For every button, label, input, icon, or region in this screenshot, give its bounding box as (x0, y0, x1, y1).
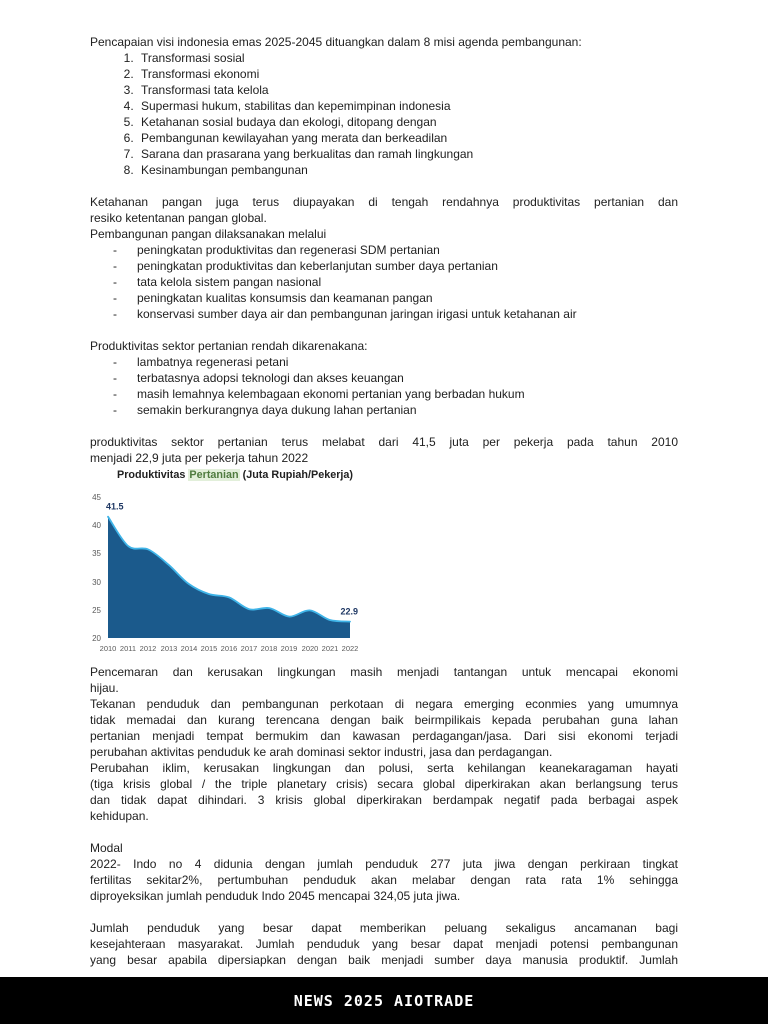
x-tick: 2018 (260, 644, 278, 653)
x-tick: 2014 (180, 644, 198, 653)
x-tick: 2016 (220, 644, 238, 653)
penyebab-item: - masih lemahnya kelembagaan ekonomi pertanian yang berbadan hukum (137, 386, 678, 402)
x-tick: 2010 (99, 644, 117, 653)
paragraph-melabat: produktivitas sektor pertanian terus melabat dari 41,5 juta per pekerja pada tahun 2010 menjadi 22,9 juta per pekerja tahun 2022 (90, 435, 678, 465)
chart-last-value-label: 22.9 (340, 606, 358, 617)
paragraph-pembangunan-pangan: Pembangunan pangan dilaksanakan melalui (90, 227, 327, 241)
paragraph-perubahan-iklim: Perubahan iklim, kerusakan lingkungan dan polusi, serta kehilangan keanekaragaman hayati (tiga krisis global / the triple planetary crisis) secara global diperkirakan akan berlangsung terus dan tidak dapat dihindari. 3 krisis global diperkirakan berdampak negatif pada berbagai aspek kehidupan. (90, 761, 678, 823)
x-tick: 2022 (341, 644, 359, 653)
misi-item: 2. Transformasi ekonomi (137, 66, 678, 82)
y-tick: 40 (92, 521, 101, 530)
x-tick: 2020 (301, 644, 319, 653)
x-tick: 2011 (119, 644, 137, 653)
paragraph-pencemaran: Pencemaran dan kerusakan lingkungan masih menjadi tantangan untuk mencapai ekonomi hijau. (90, 665, 678, 695)
misi-item: 1. Transformasi sosial (137, 50, 678, 66)
misi-item: 6. Pembangunan kewilayahan yang merata dan berkeadilan (137, 130, 678, 146)
x-tick: 2017 (240, 644, 258, 653)
penyebab-item: - lambatnya regenerasi petani (137, 354, 678, 370)
x-axis-ticks (100, 644, 359, 653)
chart-title-highlight: Pertanian (189, 469, 239, 481)
pangan-item: - peningkatan produktivitas dan regenerasi SDM pertanian (137, 242, 678, 258)
footer-bar (0, 977, 768, 1024)
y-tick: 30 (92, 578, 101, 587)
misi-item: 4. Supermasi hukum, stabilitas dan kepemimpinan indonesia (137, 98, 678, 114)
footer-text: NEWS 2025 AIOTRADE (293, 991, 475, 1010)
x-tick: 2021 (321, 644, 339, 653)
x-tick: 2013 (160, 644, 178, 653)
chart-area (108, 517, 350, 638)
paragraph-produktivitas-rendah: Produktivitas sektor pertanian rendah dikarenakana: (90, 339, 368, 353)
x-tick: 2019 (280, 644, 298, 653)
misi-item: 8. Kesinambungan pembangunan (137, 162, 678, 178)
y-tick: 25 (92, 606, 101, 615)
x-tick: 2015 (200, 644, 218, 653)
paragraph-jumlah-penduduk: Jumlah penduduk yang besar dapat memberikan peluang sekaligus ancamanan bagi kesejahteraan masyarakat. Jumlah penduduk yang besar dapat menjadi potensi pembangunan yang besar apabila dipersiapkan dengan baik menjadi sumber daya manusia produktif. Jumlah (90, 921, 678, 967)
intro-paragraph: Pencapaian visi indonesia emas 2025-2045 dituangkan dalam 8 misi agenda pembangunan: (90, 35, 582, 49)
pangan-item: - konservasi sumber daya air dan pembangunan jaringan irigasi untuk ketahanan air (137, 306, 678, 322)
chart-title-prefix: Produktivitas (117, 469, 189, 481)
misi-item: 3. Transformasi tata kelola (137, 82, 678, 98)
productivity-chart (85, 468, 385, 656)
chart-first-value-label: 41.5 (106, 501, 124, 512)
penyebab-item: - semakin berkurangnya daya dukung lahan pertanian (137, 402, 678, 418)
x-tick: 2012 (139, 644, 157, 653)
modal-heading: Modal (90, 841, 123, 855)
penyebab-item: - terbatasnya adopsi teknologi dan akses keuangan (137, 370, 678, 386)
y-tick: 35 (92, 549, 101, 558)
chart-svg (85, 486, 385, 656)
y-tick: 45 (92, 493, 101, 502)
pangan-list (90, 242, 678, 322)
pangan-item: - peningkatan kualitas konsumsis dan keamanan pangan (137, 290, 678, 306)
pangan-item: - peningkatan produktivitas dan keberlanjutan sumber daya pertanian (137, 258, 678, 274)
chart-title (117, 468, 385, 482)
y-axis-ticks (92, 493, 101, 643)
misi-item: 5. Ketahanan sosial budaya dan ekologi, ditopang dengan (137, 114, 678, 130)
pangan-item: - tata kelola sistem pangan nasional (137, 274, 678, 290)
misi-item: 7. Sarana dan prasarana yang berkualitas dan ramah lingkungan (137, 146, 678, 162)
chart-title-suffix: (Juta Rupiah/Pekerja) (239, 469, 354, 481)
penyebab-list (90, 354, 678, 418)
paragraph-modal: 2022- Indo no 4 didunia dengan jumlah penduduk 277 juta jiwa dengan perkiraan tingkat fertilitas sekitar2%, pertumbuhan penduduk akan melabar dengan rata rata 1% sehingga diproyeksikan jumlah penduduk Indo 2045 mencapai 324,05 juta jiwa. (90, 857, 678, 903)
paragraph-ketahanan: Ketahanan pangan juga terus diupayakan di tengah rendahnya produktivitas pertanian dan resiko ketentanan pangan global. (90, 195, 678, 225)
paragraph-tekanan: Tekanan penduduk dan pembangunan perkotaan di negara emerging econmies yang umumnya tidak memadai dan kurang terencana dengan baik beirmpilikais kepada perubahan guna lahan pertanian menjadi tempat bermukim dan kawasan perdagangan/jasa. Dari sisi ekonomi terjadi perubahan aktivitas penduduk ke arah dominasi sektor industri, jasa dan perdagangan. (90, 697, 678, 759)
y-tick: 20 (92, 634, 101, 643)
misi-list (90, 50, 678, 178)
